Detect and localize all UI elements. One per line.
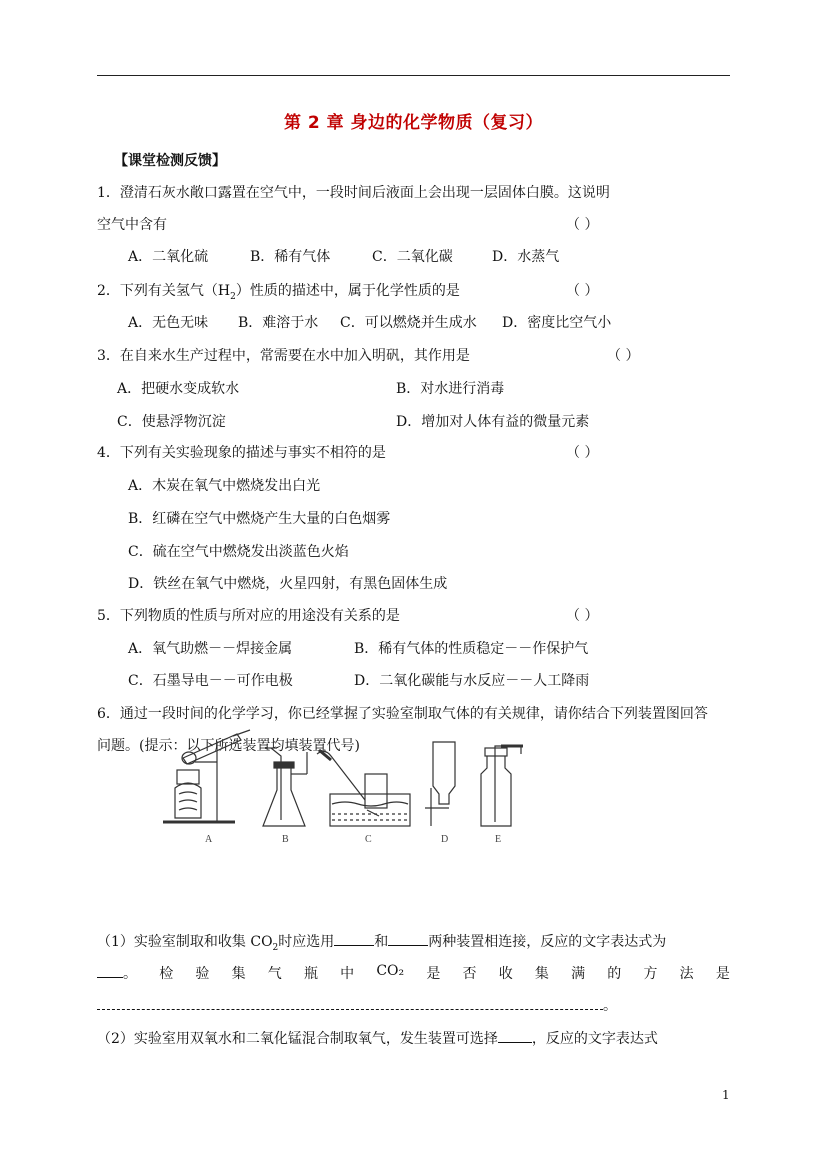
q5-option-d: D．二氧化碳能与水反应－－人工降雨	[354, 673, 590, 689]
q5-stem: 5．下列物质的性质与所对应的用途没有关系的是	[97, 608, 400, 624]
apparatus-label-b: B	[282, 834, 289, 845]
q6-part2-line1	[97, 1028, 658, 1048]
q6-part1-word-12: 满	[571, 966, 586, 982]
section-heading: 【课堂检测反馈】	[114, 153, 226, 169]
q6-part1-sub: 2	[272, 942, 279, 953]
q1-stem-line1: 1．澄清石灰水敞口露置在空气中，一段时间后液面上会出现一层固体白膜。这说明	[97, 185, 610, 201]
q6-part1-line2-start	[97, 963, 137, 983]
q1-option-b: B．稀有气体	[250, 249, 331, 265]
apparatus-d-icon	[425, 742, 455, 826]
q6-part1-line3	[97, 995, 617, 1015]
q6-part1-word-13: 的	[607, 966, 622, 982]
q2-option-b: B．难溶于水	[238, 315, 319, 331]
q1-option-d: D．水蒸气	[492, 249, 560, 265]
q6-part1-blank-2[interactable]	[388, 931, 428, 946]
q3-stem: 3．在自来水生产过程中，常需要在水中加入明矾，其作用是	[97, 348, 470, 364]
q2-stem-post: ）性质的描述中，属于化学性质的是	[235, 283, 460, 299]
apparatus-label-c: C	[365, 834, 372, 845]
q5-option-a: A．氧气助燃－－焊接金属	[128, 641, 293, 657]
q6-part2-text-a: （2）实验室用双氧水和二氧化锰混合制取氧气，发生装置可选择	[97, 1031, 498, 1047]
q4-option-a: A．木炭在氧气中燃烧发出白光	[128, 478, 321, 494]
q6-part1-word-11: 集	[534, 966, 549, 982]
q2-option-c: C．可以燃烧并生成水	[340, 315, 477, 331]
q6-part1-word-7: CO₂	[376, 963, 405, 979]
apparatus-label-d: D	[441, 834, 449, 845]
apparatus-e-icon	[481, 746, 523, 826]
q2-option-d: D．密度比空气小	[502, 315, 612, 331]
q6-part1-text-d: 两种装置相连接，反应的文字表达式为	[428, 934, 667, 950]
q6-part1-line2	[97, 963, 730, 983]
q6-part2-blank-1[interactable]	[498, 1028, 532, 1043]
lab-apparatus-figure	[155, 728, 535, 848]
q6-part1-line1	[97, 931, 666, 953]
q6-stem-line1: 6．通过一段时间的化学学习，你已经掌握了实验室制取气体的有关规律，请你结合下列装置图回答	[97, 706, 708, 722]
q3-answer-paren: （ ）	[607, 348, 640, 364]
q3-option-a: A．把硬水变成软水	[117, 381, 240, 397]
header-rule	[97, 75, 730, 76]
q3-option-c: C．使悬浮物沉淀	[117, 414, 226, 430]
q3-option-d: D．增加对人体有益的微量元素	[396, 414, 590, 430]
q6-part1-text-b: 时应选用	[278, 934, 335, 950]
q5-option-b: B．稀有气体的性质稳定－－作保护气	[354, 641, 589, 657]
q6-part1-word-3: 集	[231, 966, 246, 982]
q6-part1-word-5: 瓶	[303, 966, 318, 982]
q3-option-b: B．对水进行消毒	[396, 381, 505, 397]
q6-part1-word-8: 是	[426, 966, 441, 982]
q6-part1-word-16: 是	[715, 966, 730, 982]
q1-answer-paren: （ ）	[566, 217, 599, 233]
q6-part1-blank-4[interactable]	[97, 995, 603, 1010]
q6-part1-word-15: 法	[679, 966, 694, 982]
apparatus-b-icon	[263, 748, 307, 826]
q6-part1-word-0: 。	[123, 966, 137, 982]
q4-option-b: B．红磷在空气中燃烧产生大量的白色烟雾	[128, 511, 391, 527]
apparatus-c-icon	[317, 750, 410, 826]
q1-option-a: A．二氧化硫	[128, 249, 209, 265]
apparatus-label-a: A	[205, 834, 213, 845]
q6-part1-text-c: 和	[374, 934, 389, 950]
q2-stem	[97, 280, 460, 302]
q4-option-d: D．铁丝在氧气中燃烧，火星四射，有黑色固体生成	[128, 576, 448, 592]
q6-part1-word-2: 验	[195, 966, 210, 982]
q6-part1-word-9: 否	[462, 966, 477, 982]
q1-option-c: C．二氧化碳	[372, 249, 453, 265]
q6-part1-blank-1[interactable]	[334, 931, 374, 946]
page-title: 第 2 章 身边的化学物质（复习）	[283, 113, 544, 133]
page-number: 1	[722, 1088, 730, 1102]
q2-answer-paren: （ ）	[566, 283, 599, 299]
apparatus-label-e: E	[495, 834, 502, 845]
q6-part1-blank-3[interactable]	[97, 963, 123, 978]
q4-answer-paren: （ ）	[566, 445, 599, 461]
q6-part1-word-10: 收	[498, 966, 513, 982]
q5-option-c: C．石墨导电－－可作电极	[128, 673, 293, 689]
q5-answer-paren: （ ）	[566, 608, 599, 624]
apparatus-a-icon	[163, 730, 250, 822]
q1-stem-line2: 空气中含有	[97, 217, 167, 233]
q6-part1-word-14: 方	[643, 966, 658, 982]
q4-option-c: C．硫在空气中燃烧发出淡蓝色火焰	[128, 544, 349, 560]
q6-stem-line2: 问题。(提示：以下所选装置均填装置代号)	[97, 738, 360, 754]
q6-part1-end: 。	[603, 998, 617, 1014]
q6-part1-word-4: 气	[267, 966, 282, 982]
q4-stem: 4．下列有关实验现象的描述与事实不相符的是	[97, 445, 386, 461]
q6-part1-text-a: （1）实验室制取和收集 CO	[97, 934, 273, 950]
q6-part1-word-1: 检	[159, 966, 174, 982]
q6-part2-text-b: ，反应的文字表达式	[531, 1031, 658, 1047]
q2-stem-sub: 2	[230, 291, 236, 302]
q2-stem-pre: 2．下列有关氢气（H	[97, 283, 231, 299]
q6-part1-word-6: 中	[340, 966, 355, 982]
q2-option-a: A．无色无味	[128, 315, 209, 331]
